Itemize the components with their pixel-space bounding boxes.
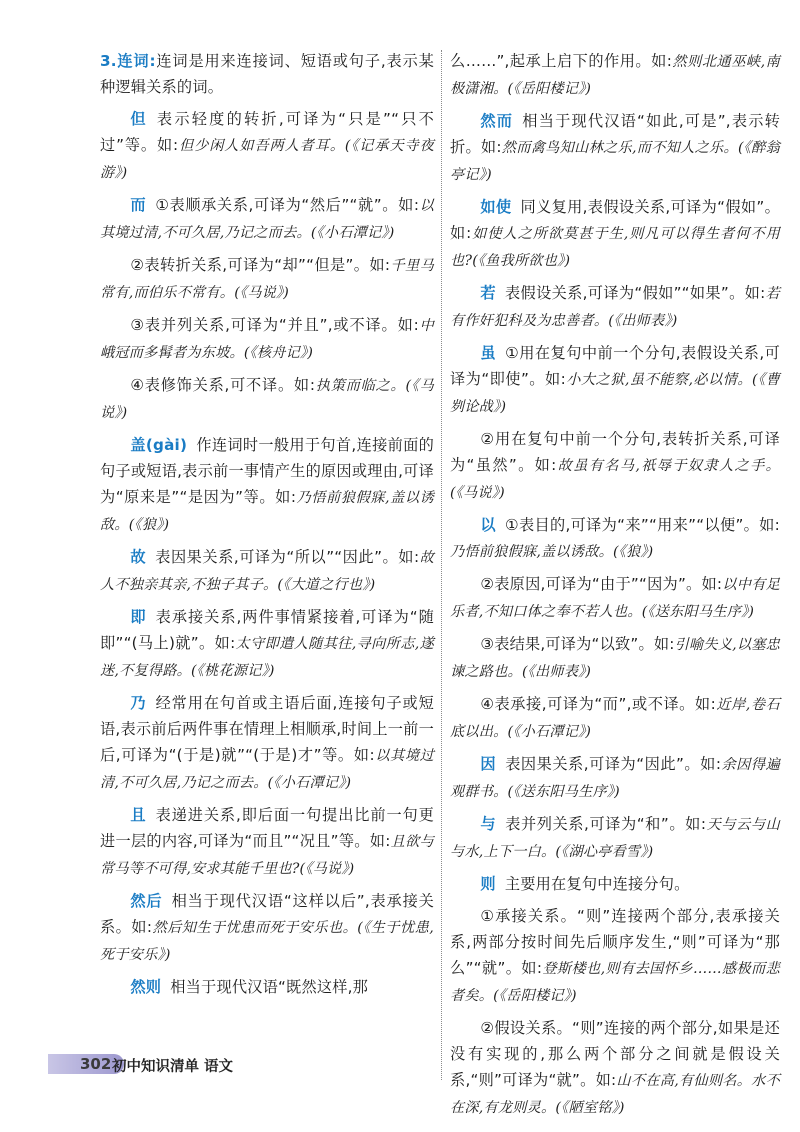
entry-paragraph	[100, 802, 434, 882]
entry-paragraph	[450, 871, 780, 897]
example-sentence: 以其境过清,不可久居,乃记之而去。(《小石潭记》)	[100, 198, 435, 241]
entry-text: ④表修饰关系,可不译。如:	[130, 376, 316, 394]
entry-paragraph	[450, 811, 780, 865]
headword: 然而	[480, 112, 514, 130]
headword: 与	[480, 815, 497, 833]
headword: 虽	[480, 344, 497, 362]
entry-paragraph	[450, 571, 780, 625]
entry-text: 相当于现代汉语“既然这样,那	[170, 978, 369, 996]
page-footer	[0, 1054, 800, 1074]
headword: 盖(gài)	[130, 436, 188, 454]
example-sentence: 中峨冠而多髯者为东坡。(《核舟记》)	[100, 318, 434, 361]
entry-text: 相当于现代汉语“这样以后”,表承接关系。如:	[100, 892, 435, 936]
example-sentence: 千里马常有,而伯乐不常有。(《马说》)	[100, 258, 434, 301]
example-sentence: 近岸,卷石底以出。(《小石潭记》)	[450, 697, 780, 740]
example-sentence: 登斯楼也,则有去国怀乡……感极而悲者矣。(《岳阳楼记》)	[450, 961, 780, 1004]
example-sentence: 乃悟前狼假寐,盖以诱敌。(《狼》)	[100, 490, 434, 533]
entry-paragraph	[100, 690, 434, 796]
example-sentence: 若有作奸犯科及为忠善者。(《出师表》)	[450, 286, 781, 329]
entry-text: 表假设关系,可译为“假如”“如果”。如:	[505, 284, 766, 302]
entry-text: ①承接关系。“则”连接两个部分,表承接关系,两部分按时间先后顺序发生,“则”可译为“那么”“就”。如:	[450, 907, 780, 977]
right-entries	[450, 48, 780, 1121]
headword: 若	[480, 284, 496, 302]
entry-text: 表并列关系,可译为“和”。如:	[505, 815, 707, 833]
page-number: 302	[80, 1055, 112, 1073]
example-sentence: 山不在高,有仙则名。水不在深,有龙则灵。(《陋室铭》)	[450, 1073, 780, 1116]
headword: 因	[480, 755, 497, 773]
headword: 然则	[130, 978, 162, 996]
entry-paragraph	[100, 974, 434, 1000]
right-column	[450, 48, 780, 1127]
entry-paragraph	[450, 108, 780, 188]
entry-paragraph	[450, 426, 780, 506]
example-sentence: 且欲与常马等不可得,安求其能千里也?(《马说》)	[100, 834, 434, 877]
entry-paragraph	[100, 888, 434, 968]
example-sentence: 故虽有名马,祇辱于奴隶人之手。(《马说》)	[450, 458, 781, 501]
headword: 则	[480, 875, 496, 893]
entry-text: 么……”,起承上启下的作用。如:	[450, 52, 673, 70]
entry-paragraph	[100, 544, 434, 598]
section-intro	[100, 48, 434, 100]
left-column	[100, 48, 434, 1006]
example-sentence: 以中有足乐者,不知口体之奉不若人也。(《送东阳马生序》)	[450, 577, 780, 620]
section-label: 3.连词:	[100, 52, 156, 70]
example-sentence: 乃悟前狼假寐,盖以诱敌。(《狼》)	[450, 544, 654, 560]
headword: 但	[130, 110, 148, 128]
entry-text: ③表并列关系,可译为“并且”,或不译。如:	[130, 316, 419, 334]
example-sentence: 以其境过清,不可久居,乃记之而去。(《小石潭记》)	[100, 748, 434, 791]
example-sentence: 余因得遍观群书。(《送东阳马生序》)	[450, 757, 780, 800]
entry-paragraph	[450, 48, 780, 102]
entry-text: 主要用在复句中连接分句。	[504, 875, 690, 893]
headword: 如使	[480, 198, 512, 216]
entry-paragraph	[450, 194, 780, 274]
headword: 而	[130, 196, 147, 214]
headword: 且	[130, 806, 147, 824]
entry-text: 作连词时一般用于句首,连接前面的句子或短语,表示前一事情产生的原因或理由,可译为“原来是”“是因为”等。如:	[100, 436, 434, 506]
entry-paragraph	[450, 631, 780, 685]
entry-text: ②表原因,可译为“由于”“因为”。如:	[480, 575, 723, 593]
example-sentence: 引喻失义,以塞忠谏之路也。(《出师表》)	[450, 637, 780, 680]
book-title: 初中知识清单 语文	[112, 1059, 234, 1075]
example-sentence: 小大之狱,虽不能察,必以情。(《曹刿论战》)	[450, 372, 780, 415]
entry-text: 表示轻度的转折,可译为“只是”“只不过”等。如:	[100, 110, 434, 154]
entry-paragraph	[100, 192, 434, 246]
entry-paragraph	[450, 751, 780, 805]
headword: 即	[130, 608, 147, 626]
entry-text: 表递进关系,即后面一句提出比前一句更进一层的内容,可译为“而且”“况且”等。如:	[100, 806, 434, 850]
example-sentence: 然则北通巫峡,南极潇湘。(《岳阳楼记》)	[450, 54, 780, 97]
entry-text: ①表目的,可译为“来”“用来”“以便”。如:	[505, 516, 780, 534]
entry-text: 经常用在句首或主语后面,连接句子或短语,表示前后两件事在情理上相顺承,时间上一前一后,可译为“(于是)就”“(于是)才”等。如:	[100, 694, 434, 764]
example-sentence: 执策而临之。(《马说》)	[100, 378, 434, 421]
entry-paragraph	[450, 280, 780, 334]
entry-text: 表承接关系,两件事情紧接着,可译为“随即”“(马上)就”。如:	[100, 608, 434, 652]
entry-text: 表因果关系,可译为“所以”“因此”。如:	[155, 548, 420, 566]
example-sentence: 但少闲人如吾两人者耳。(《记承天寺夜游》)	[100, 138, 435, 181]
entry-paragraph	[100, 372, 434, 426]
entry-text: ②表转折关系,可译为“却”“但是”。如:	[130, 256, 391, 274]
headword: 乃	[130, 694, 147, 712]
entry-text: 相当于现代汉语“如此,可是”,表示转折。如:	[450, 112, 780, 156]
entry-text: 表因果关系,可译为“因此”。如:	[505, 755, 722, 773]
section-intro-text: 连词是用来连接词、短语或句子,表示某种逻辑关系的词。	[100, 52, 434, 96]
entry-text: ④表承接,可译为“而”,或不译。如:	[480, 695, 716, 713]
entry-text: ③表结果,可译为“以致”。如:	[480, 635, 675, 653]
column-divider	[441, 50, 442, 1080]
example-sentence: 天与云与山与水,上下一白。(《湖心亭看雪》)	[450, 817, 780, 860]
entry-text: ②用在复句中前一个分句,表转折关系,可译为“虽然”。如:	[450, 430, 780, 474]
entry-paragraph	[100, 604, 434, 684]
example-sentence: 然而禽鸟知山林之乐,而不知人之乐。(《醉翁亭记》)	[450, 140, 780, 183]
entry-paragraph	[100, 312, 434, 366]
left-entries	[100, 106, 434, 1000]
entry-paragraph	[450, 512, 780, 565]
entry-text: ②假设关系。“则”连接的两个部分,如果是还没有实现的,那么两个部分之间就是假设关系,“则”可译为“就”。如:	[450, 1019, 780, 1089]
entry-paragraph	[450, 340, 780, 420]
entry-paragraph	[100, 252, 434, 306]
headword: 以	[480, 516, 496, 534]
example-sentence: 如使人之所欲莫甚于生,则凡可以得生者何不用也?(《鱼我所欲也》)	[450, 226, 780, 269]
headword: 故	[130, 548, 147, 566]
entry-paragraph	[450, 691, 780, 745]
entry-text: ①表顺承关系,可译为“然后”“就”。如:	[155, 196, 420, 214]
entry-paragraph	[450, 903, 780, 1009]
example-sentence: 然后知生于忧患而死于安乐也。(《生于忧患,死于安乐》)	[100, 920, 434, 963]
headword: 然后	[130, 892, 163, 910]
example-sentence: 故人不独亲其亲,不独子其子。(《大道之行也》)	[100, 550, 435, 593]
entry-text: ①用在复句中前一个分句,表假设关系,可译为“即使”。如:	[450, 344, 780, 388]
example-sentence: 太守即遣人随其往,寻向所志,遂迷,不复得路。(《桃花源记》)	[100, 636, 434, 679]
entry-paragraph	[100, 106, 434, 186]
entry-text: 同义复用,表假设关系,可译为“假如”。如:	[450, 198, 780, 242]
entry-paragraph	[100, 432, 434, 538]
